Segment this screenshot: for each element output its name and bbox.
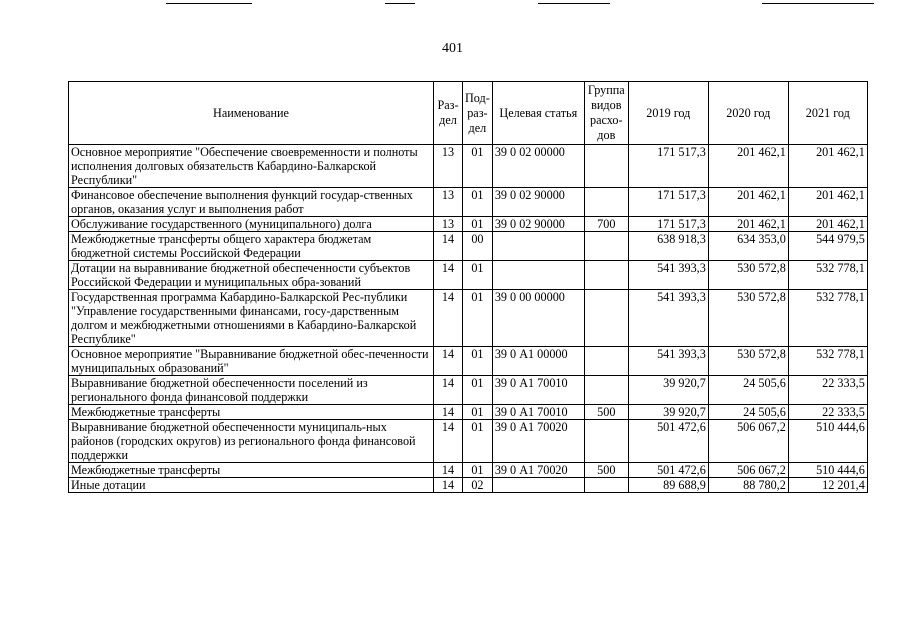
cell-y2020: 88 780,2 (708, 478, 788, 493)
cell-pr: 01 (463, 405, 493, 420)
cell-vr (584, 376, 628, 405)
header-2021: 2021 год (788, 82, 867, 145)
cell-rz: 13 (434, 145, 463, 188)
header-2020: 2020 год (708, 82, 788, 145)
cell-y2019: 171 517,3 (628, 145, 708, 188)
cell-rz: 14 (434, 420, 463, 463)
cell-pr: 01 (463, 376, 493, 405)
cell-cs (492, 232, 584, 261)
table-row (69, 232, 868, 261)
cell-y2019: 541 393,3 (628, 347, 708, 376)
cell-y2020: 24 505,6 (708, 376, 788, 405)
cell-name: Финансовое обеспечение выполнения функций государ-ственных органов, оказания услуг и выполнения работ (69, 188, 434, 217)
cell-y2021: 22 333,5 (788, 376, 867, 405)
cell-y2021: 201 462,1 (788, 145, 867, 188)
cell-name: Межбюджетные трансферты (69, 405, 434, 420)
cell-name: Основное мероприятие "Обеспечение своевременности и полноты исполнения долговых обязательств Кабардино-Балкарской Республики" (69, 145, 434, 188)
table-row (69, 478, 868, 493)
header-group: Группа видов расхо-дов (584, 82, 628, 145)
header-row (69, 82, 868, 145)
cell-cs: 39 0 А1 70010 (492, 405, 584, 420)
cell-y2019: 39 920,7 (628, 376, 708, 405)
cell-cs: 39 0 А1 00000 (492, 347, 584, 376)
cell-y2020: 201 462,1 (708, 217, 788, 232)
cell-vr (584, 478, 628, 493)
budget-table (68, 81, 868, 493)
cell-y2020: 506 067,2 (708, 463, 788, 478)
cell-rz: 14 (434, 376, 463, 405)
cell-cs: 39 0 А1 70010 (492, 376, 584, 405)
cell-cs: 39 0 00 00000 (492, 290, 584, 347)
cell-cs: 39 0 02 00000 (492, 145, 584, 188)
cell-vr (584, 290, 628, 347)
top-rule (762, 3, 874, 4)
cell-vr (584, 347, 628, 376)
cell-y2019: 501 472,6 (628, 463, 708, 478)
cell-cs (492, 261, 584, 290)
cell-cs: 39 0 02 90000 (492, 217, 584, 232)
cell-pr: 01 (463, 261, 493, 290)
cell-name: Выравнивание бюджетной обеспеченности поселений из регионального фонда финансовой поддержки (69, 376, 434, 405)
cell-y2020: 24 505,6 (708, 405, 788, 420)
cell-y2019: 89 688,9 (628, 478, 708, 493)
table-row (69, 290, 868, 347)
cell-y2021: 532 778,1 (788, 347, 867, 376)
header-section: Раз-дел (434, 82, 463, 145)
cell-vr: 500 (584, 463, 628, 478)
cell-y2020: 634 353,0 (708, 232, 788, 261)
page-number: 401 (442, 41, 463, 56)
cell-rz: 14 (434, 347, 463, 376)
header-2019: 2019 год (628, 82, 708, 145)
cell-y2019: 39 920,7 (628, 405, 708, 420)
cell-pr: 01 (463, 420, 493, 463)
cell-y2019: 541 393,3 (628, 290, 708, 347)
header-name: Наименование (69, 82, 434, 145)
cell-name: Межбюджетные трансферты общего характера бюджетам бюджетной системы Российской Федерации (69, 232, 434, 261)
cell-y2020: 201 462,1 (708, 145, 788, 188)
cell-name: Межбюджетные трансферты (69, 463, 434, 478)
cell-y2021: 532 778,1 (788, 290, 867, 347)
table-row (69, 188, 868, 217)
cell-pr: 00 (463, 232, 493, 261)
cell-name: Выравнивание бюджетной обеспеченности муниципаль-ных районов (городских округов) из регионального фонда финансовой поддержки (69, 420, 434, 463)
cell-y2021: 201 462,1 (788, 217, 867, 232)
table-row (69, 261, 868, 290)
cell-vr (584, 261, 628, 290)
table-row (69, 217, 868, 232)
cell-name: Обслуживание государственного (муниципального) долга (69, 217, 434, 232)
cell-vr: 500 (584, 405, 628, 420)
cell-pr: 01 (463, 290, 493, 347)
top-rule (385, 3, 415, 4)
cell-name: Дотации на выравнивание бюджетной обеспеченности субъектов Российской Федерации и муниципальных обра-зований (69, 261, 434, 290)
cell-y2020: 201 462,1 (708, 188, 788, 217)
top-rule (166, 3, 252, 4)
cell-rz: 13 (434, 188, 463, 217)
cell-y2020: 530 572,8 (708, 261, 788, 290)
cell-name: Иные дотации (69, 478, 434, 493)
cell-y2019: 171 517,3 (628, 188, 708, 217)
cell-y2021: 22 333,5 (788, 405, 867, 420)
cell-y2021: 12 201,4 (788, 478, 867, 493)
cell-y2020: 506 067,2 (708, 420, 788, 463)
table-row (69, 405, 868, 420)
header-subsection: Под-раз-дел (463, 82, 493, 145)
cell-y2021: 532 778,1 (788, 261, 867, 290)
cell-rz: 14 (434, 478, 463, 493)
cell-y2020: 530 572,8 (708, 290, 788, 347)
table-row (69, 376, 868, 405)
cell-pr: 01 (463, 145, 493, 188)
cell-rz: 14 (434, 405, 463, 420)
cell-vr (584, 188, 628, 217)
header-target: Целевая статья (492, 82, 584, 145)
cell-vr (584, 145, 628, 188)
cell-y2020: 530 572,8 (708, 347, 788, 376)
cell-y2021: 544 979,5 (788, 232, 867, 261)
cell-rz: 14 (434, 463, 463, 478)
cell-y2021: 201 462,1 (788, 188, 867, 217)
cell-y2019: 541 393,3 (628, 261, 708, 290)
table-row (69, 463, 868, 478)
cell-pr: 02 (463, 478, 493, 493)
cell-y2019: 501 472,6 (628, 420, 708, 463)
cell-name: Основное мероприятие "Выравнивание бюджетной обес-печенности муниципальных образований" (69, 347, 434, 376)
cell-vr (584, 232, 628, 261)
cell-pr: 01 (463, 347, 493, 376)
cell-cs: 39 0 А1 70020 (492, 420, 584, 463)
cell-cs: 39 0 А1 70020 (492, 463, 584, 478)
cell-name: Государственная программа Кабардино-Балкарской Рес-публики "Управление государственными финансами, госу-дарственным долгом и межбюджетными отношениями в Кабардино-Балкарской Республике" (69, 290, 434, 347)
top-rule (538, 3, 610, 4)
cell-vr (584, 420, 628, 463)
cell-pr: 01 (463, 188, 493, 217)
cell-vr: 700 (584, 217, 628, 232)
cell-pr: 01 (463, 217, 493, 232)
table-row (69, 420, 868, 463)
table-row (69, 145, 868, 188)
cell-rz: 14 (434, 232, 463, 261)
cell-y2021: 510 444,6 (788, 463, 867, 478)
cell-y2019: 638 918,3 (628, 232, 708, 261)
cell-pr: 01 (463, 463, 493, 478)
table-row (69, 347, 868, 376)
cell-rz: 13 (434, 217, 463, 232)
cell-y2019: 171 517,3 (628, 217, 708, 232)
cell-cs: 39 0 02 90000 (492, 188, 584, 217)
cell-y2021: 510 444,6 (788, 420, 867, 463)
cell-cs (492, 478, 584, 493)
cell-rz: 14 (434, 290, 463, 347)
cell-rz: 14 (434, 261, 463, 290)
